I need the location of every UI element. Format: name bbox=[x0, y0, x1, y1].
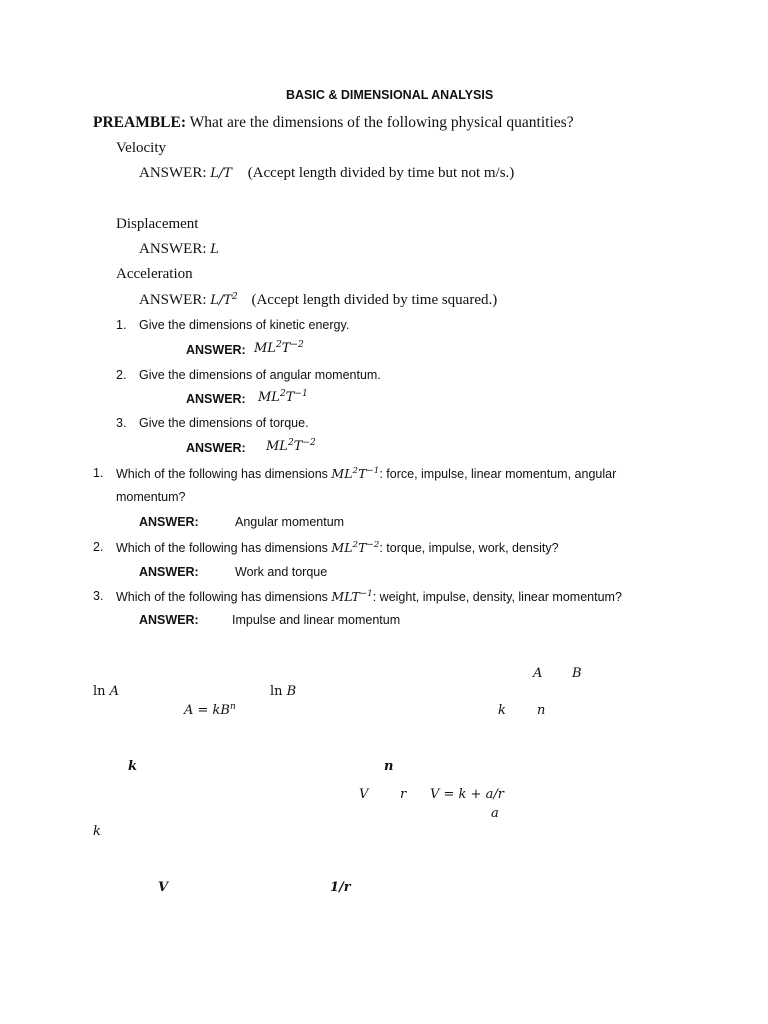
answer-label: ANSWER: bbox=[139, 241, 207, 257]
inverse-r-bold: 1/r bbox=[330, 880, 351, 895]
page-title: BASIC & DIMENSIONAL ANALYSIS bbox=[286, 88, 494, 102]
answer-displacement bbox=[139, 241, 219, 258]
answer-note: (Accept length divided by time but not m/s.) bbox=[247, 165, 515, 181]
answer-velocity bbox=[139, 165, 514, 182]
answer-note: (Accept length divided by time squared.) bbox=[251, 292, 498, 308]
answer-value: L bbox=[210, 242, 219, 257]
list1-question-3: Give the dimensions of torque. bbox=[139, 416, 309, 430]
quantity-displacement: Displacement bbox=[116, 216, 199, 232]
ln-B: ln B bbox=[270, 684, 297, 699]
symbol-a: a bbox=[491, 806, 499, 821]
answer-acceleration bbox=[139, 292, 497, 309]
symbol-k: k bbox=[498, 703, 506, 718]
symbol-k-2: k bbox=[93, 824, 101, 839]
list2-num-2: 2. bbox=[93, 540, 104, 554]
symbol-r: r bbox=[400, 787, 407, 802]
list1-question-2: Give the dimensions of angular momentum. bbox=[139, 368, 381, 382]
list1-num-2: 2. bbox=[116, 368, 127, 382]
list2-answer-label-2: ANSWER: bbox=[139, 565, 199, 579]
list2-question-2: Which of the following has dimensions $ML^2T^{-2}$: torque, impulse, work, density? bbox=[116, 540, 559, 555]
list2-num-1: 1. bbox=[93, 466, 104, 480]
preamble-label: PREAMBLE: bbox=[93, 114, 186, 131]
preamble-question: What are the dimensions of the following physical quantities? bbox=[189, 114, 574, 131]
list2-question-1: Which of the following has dimensions $ML^2T^{-1}$: force, impulse, linear momentum, angular bbox=[116, 466, 617, 481]
list1-answer-label-2: ANSWER: bbox=[186, 392, 246, 406]
list2-answer-label-3: ANSWER: bbox=[139, 613, 199, 627]
list2-answer-2: Work and torque bbox=[235, 565, 328, 579]
list1-answer-label-3: ANSWER: bbox=[186, 441, 246, 455]
list2-num-3: 3. bbox=[93, 589, 104, 603]
equation-power-law: $A = kB^n$ bbox=[184, 702, 236, 718]
symbol-A: A bbox=[533, 666, 543, 681]
ln-A: ln A bbox=[93, 684, 120, 699]
answer-value: L/T bbox=[210, 166, 232, 181]
answer-label: ANSWER: bbox=[139, 292, 207, 308]
list2-answer-label-1: ANSWER: bbox=[139, 515, 199, 529]
list1-answer-3: $ML^2T^{-2}$ bbox=[266, 438, 316, 454]
list2-question-1-cont: momentum? bbox=[116, 490, 186, 504]
list1-question-1: Give the dimensions of kinetic energy. bbox=[139, 318, 350, 332]
list1-num-1: 1. bbox=[116, 318, 127, 332]
symbol-V-bold: V bbox=[158, 880, 169, 895]
answer-value: $L/T^2$ bbox=[210, 292, 238, 308]
quantity-acceleration: Acceleration bbox=[116, 266, 193, 282]
symbol-B: B bbox=[572, 666, 582, 681]
quantity-velocity: Velocity bbox=[116, 140, 166, 156]
list1-num-3: 3. bbox=[116, 416, 127, 430]
list1-answer-label-1: ANSWER: bbox=[186, 343, 246, 357]
answer-label: ANSWER: bbox=[139, 165, 207, 181]
symbol-k-bold: k bbox=[128, 759, 138, 774]
equation-V: V = k + a/r bbox=[430, 787, 504, 802]
symbol-n: n bbox=[537, 703, 546, 718]
list1-answer-1: $ML^2T^{-2}$ bbox=[254, 340, 304, 356]
symbol-V: V bbox=[359, 787, 369, 802]
list1-answer-2: $ML^2T^{-1}$ bbox=[258, 389, 308, 405]
list2-answer-3: Impulse and linear momentum bbox=[232, 613, 401, 627]
list2-question-3: Which of the following has dimensions $MLT^{-1}$: weight, impulse, density, linear momentum? bbox=[116, 589, 622, 604]
list2-answer-1: Angular momentum bbox=[235, 515, 345, 529]
preamble-line bbox=[93, 114, 574, 132]
symbol-n-bold: n bbox=[384, 759, 394, 774]
